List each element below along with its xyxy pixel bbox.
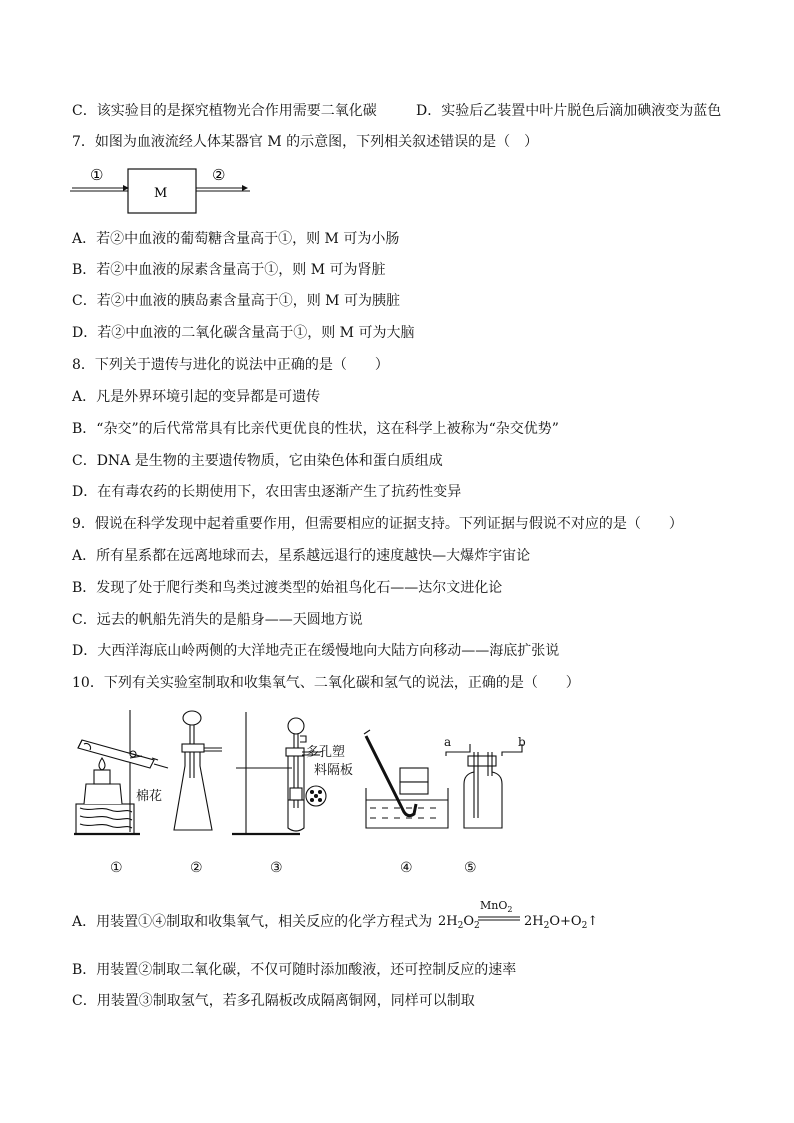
q9-option-d: D．大西洋海底山岭两侧的大洋地壳正在缓慢地向大陆方向移动——海底扩张说 xyxy=(72,643,560,659)
q9-option-a: A．所有星系都在远离地球而去，星系越远退行的速度越快—大爆炸宇宙论 xyxy=(72,548,531,564)
q10-option-a-text: A．用装置①④制取和收集氧气，相关反应的化学方程式为 xyxy=(72,914,433,930)
q8-option-c: C．DNA 是生物的主要遗传物质，它由染色体和蛋白质组成 xyxy=(72,453,443,469)
svg-text:2H2O+O2↑: $2H_2O+O_2↑$ xyxy=(524,914,598,931)
q8-option-b: B．“杂交”的后代常常具有比亲代更优良的性状，这在科学上被称为“杂交优势” xyxy=(72,421,559,437)
q9-option-b: B．发现了处于爬行类和鸟类过渡类型的始祖鸟化石——达尔文进化论 xyxy=(72,580,503,596)
apparatus-1-heating xyxy=(74,710,168,834)
eq-products: 2H xyxy=(524,914,544,929)
q8-option-a: A．凡是外界环境引起的变异都是可遗传 xyxy=(72,389,321,405)
q10-apparatus-figure xyxy=(70,708,530,878)
apparatus-number-2: ② xyxy=(190,860,203,876)
q6-option-c: C．该实验目的是探究植物光合作用需要二氧化碳 xyxy=(72,103,377,119)
q7-option-a: A．若②中血液的葡萄糖含量高于①，则 M 可为小肠 xyxy=(72,231,400,247)
q7-blood-flow-diagram xyxy=(70,162,255,220)
q8-option-d: D．在有毒农药的长期使用下，农田害虫逐渐产生了抗药性变异 xyxy=(72,484,462,500)
apparatus-2-flask xyxy=(174,711,222,830)
q7-organ-label: M xyxy=(154,186,168,201)
porous-plate-label-line2: 料隔板 xyxy=(314,763,354,778)
cotton-label: 棉花 xyxy=(136,789,163,804)
q7-option-b: B．若②中血液的尿素含量高于①，则 M 可为肾脏 xyxy=(72,262,386,278)
apparatus-number-4: ④ xyxy=(400,860,413,876)
port-b-label: b xyxy=(518,735,526,749)
q7-stem: 7．如图为血液流经人体某器官 M 的示意图，下列相关叙述错误的是（ ） xyxy=(72,134,539,150)
port-a-label: a xyxy=(444,735,452,749)
apparatus-3-porous-plate xyxy=(232,712,326,834)
apparatus-number-1: ① xyxy=(110,860,123,876)
apparatus-number-5: ⑤ xyxy=(464,860,477,876)
q7-option-c: C．若②中血液的胰岛素含量高于①，则 M 可为胰脏 xyxy=(72,293,400,309)
porous-plate-label-line1: 多孔塑 xyxy=(306,745,346,760)
q10-stem: 10．下列有关实验室制取和收集氧气、二氧化碳和氢气的说法，正确的是（ ） xyxy=(72,675,580,691)
q10-option-b: B．用装置②制取二氧化碳，不仅可随时添加酸液，还可控制反应的速率 xyxy=(72,962,517,978)
q6-option-d: D．实验后乙装置中叶片脱色后滴加碘液变为蓝色 xyxy=(416,103,722,119)
eq-reactant: 2H xyxy=(438,914,458,929)
eq-catalyst: MnO xyxy=(480,899,508,912)
eq-gas-arrow: ↑ xyxy=(587,914,598,929)
q9-option-c: C．远去的帆船先消失的是船身——天圆地方说 xyxy=(72,612,363,628)
q9-stem: 9．假说在科学发现中起着重要作用，但需要相应的证据支持。下列证据与假说不对应的是（ ） xyxy=(72,516,683,532)
q8-stem: 8．下列关于遗传与进化的说法中正确的是（ ） xyxy=(72,357,389,373)
q10-option-c: C．用装置③制取氢气，若多孔隔板改成隔离铜网，同样可以制取 xyxy=(72,993,475,1009)
svg-text:2H2O2: $2H_2O_2$ xyxy=(438,914,480,931)
svg-text:MnO2: MnO$_2$ xyxy=(480,899,513,914)
q10-option-a-equation xyxy=(438,897,598,931)
apparatus-number-3: ③ xyxy=(270,860,283,876)
apparatus-5-gas-bottle xyxy=(446,744,522,828)
q7-inlet-label: ① xyxy=(90,166,104,184)
q7-outlet-label: ② xyxy=(212,166,226,184)
apparatus-4-water-trough xyxy=(364,730,448,828)
q7-option-d: D．若②中血液的二氧化碳含量高于①，则 M 可为大脑 xyxy=(72,325,415,341)
